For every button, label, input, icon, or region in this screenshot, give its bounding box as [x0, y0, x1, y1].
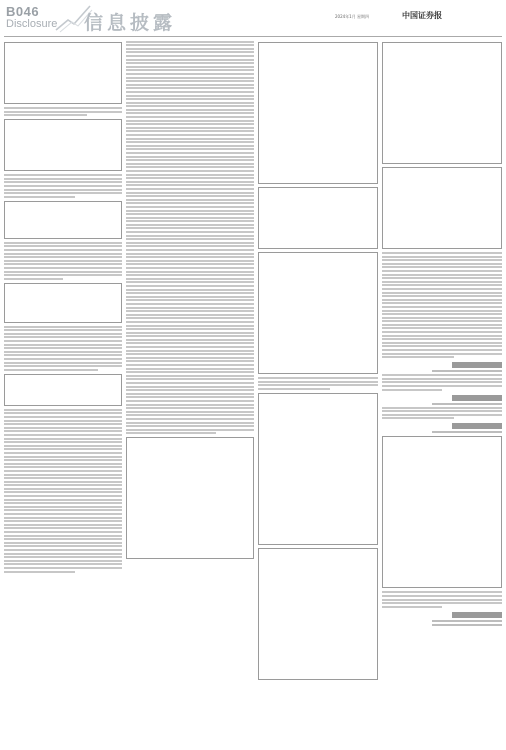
text-line	[126, 62, 254, 64]
text-line	[126, 335, 254, 337]
text-line	[382, 591, 502, 593]
table-block	[4, 201, 122, 239]
text-line	[382, 292, 502, 294]
text-line	[382, 324, 502, 326]
text-line	[126, 371, 254, 373]
text-line	[382, 256, 502, 258]
text-line	[4, 452, 122, 454]
text-line	[4, 329, 122, 331]
text-line	[4, 409, 122, 411]
text-line	[126, 141, 254, 143]
text-line	[4, 438, 122, 440]
text-line	[4, 107, 122, 109]
text-line	[126, 159, 254, 161]
text-line	[382, 335, 502, 337]
text-line	[4, 488, 122, 490]
text-line	[4, 553, 122, 555]
text-line	[126, 91, 254, 93]
text-line	[382, 270, 502, 272]
text-line	[4, 459, 122, 461]
text-line	[4, 242, 122, 244]
text-line	[382, 259, 502, 261]
text-line	[4, 531, 122, 533]
text-line	[126, 192, 254, 194]
text-line	[4, 420, 122, 422]
text-line	[126, 231, 254, 233]
text-line	[126, 217, 254, 219]
text-line	[4, 181, 122, 183]
text-line	[126, 317, 254, 319]
text-line	[4, 502, 122, 504]
section-name: Disclosure	[6, 18, 58, 30]
text-line	[382, 252, 502, 254]
text-line	[126, 256, 254, 258]
text-line	[126, 245, 254, 247]
text-line	[4, 466, 122, 468]
text-line	[4, 477, 122, 479]
text-line	[4, 441, 122, 443]
text-line	[126, 346, 254, 348]
text-line	[4, 263, 122, 265]
text-line	[126, 105, 254, 107]
signature-line	[432, 370, 502, 372]
text-line	[382, 414, 502, 416]
text-line	[382, 342, 502, 344]
text-line	[4, 509, 122, 511]
text-line	[126, 238, 254, 240]
table-block	[382, 42, 502, 164]
text-line	[126, 328, 254, 330]
text-line	[382, 295, 502, 297]
text-line	[4, 495, 122, 497]
text-line	[126, 404, 254, 406]
text-line	[126, 303, 254, 305]
page-header	[0, 0, 506, 36]
text-line	[258, 377, 378, 379]
text-line	[4, 351, 122, 353]
text-line	[382, 345, 502, 347]
text-line	[4, 340, 122, 342]
text-line	[382, 374, 502, 376]
text-line	[382, 389, 442, 391]
text-line	[126, 325, 254, 327]
text-line	[126, 429, 254, 431]
text-line	[382, 299, 502, 301]
text-line	[4, 185, 122, 187]
text-line	[126, 102, 254, 104]
text-line	[126, 307, 254, 309]
text-line	[4, 563, 122, 565]
text-line	[382, 595, 502, 597]
text-line	[126, 109, 254, 111]
text-line	[126, 289, 254, 291]
text-line	[4, 470, 122, 472]
text-line	[126, 73, 254, 75]
table-block	[126, 437, 254, 559]
text-line	[382, 288, 502, 290]
text-line	[382, 266, 502, 268]
table-block	[258, 187, 378, 249]
text-line	[126, 199, 254, 201]
text-line	[382, 281, 502, 283]
text-line	[4, 333, 122, 335]
text-line	[126, 112, 254, 114]
text-line	[126, 375, 254, 377]
text-line	[4, 463, 122, 465]
text-line	[4, 571, 75, 573]
table-block	[4, 119, 122, 171]
text-line	[382, 313, 502, 315]
text-line	[126, 152, 254, 154]
text-line	[382, 277, 502, 279]
text-line	[126, 364, 254, 366]
text-line	[126, 292, 254, 294]
text-line	[4, 556, 122, 558]
text-line	[4, 365, 122, 367]
text-line	[4, 354, 122, 356]
text-line	[4, 114, 87, 116]
signature-block	[452, 362, 502, 368]
text-line	[382, 338, 502, 340]
text-line	[258, 381, 378, 383]
text-line	[4, 474, 122, 476]
text-line	[126, 98, 254, 100]
text-line	[126, 181, 254, 183]
text-line	[126, 80, 254, 82]
text-line	[126, 418, 254, 420]
text-line	[126, 210, 254, 212]
text-line	[258, 388, 330, 390]
text-line	[126, 342, 254, 344]
text-line	[126, 120, 254, 122]
text-line	[4, 196, 75, 198]
text-line	[126, 220, 254, 222]
text-line	[126, 116, 254, 118]
text-line	[126, 350, 254, 352]
table-block	[258, 42, 378, 184]
text-line	[4, 520, 122, 522]
text-line	[4, 253, 122, 255]
text-line	[126, 138, 254, 140]
text-line	[4, 448, 122, 450]
text-line	[126, 123, 254, 125]
text-line	[4, 524, 122, 526]
table-block	[258, 548, 378, 680]
text-line	[126, 48, 254, 50]
text-line	[126, 195, 254, 197]
text-line	[126, 285, 254, 287]
text-line	[4, 549, 122, 551]
text-line	[126, 321, 254, 323]
text-line	[382, 302, 502, 304]
text-line	[126, 69, 254, 71]
text-line	[4, 416, 122, 418]
text-line	[382, 274, 502, 276]
text-line	[126, 130, 254, 132]
text-line	[382, 317, 502, 319]
text-line	[126, 314, 254, 316]
text-line	[4, 412, 122, 414]
text-line	[126, 87, 254, 89]
text-line	[4, 434, 122, 436]
text-line	[126, 267, 254, 269]
text-line	[126, 224, 254, 226]
text-line	[126, 263, 254, 265]
text-line	[126, 148, 254, 150]
text-line	[4, 513, 122, 515]
signature-block	[452, 423, 502, 429]
text-line	[126, 44, 254, 46]
text-line	[126, 368, 254, 370]
text-line	[4, 430, 122, 432]
newspaper-logo: 中国证券报	[402, 10, 442, 20]
text-line	[382, 356, 454, 358]
text-line	[126, 407, 254, 409]
signature-line	[432, 620, 502, 622]
text-line	[126, 296, 254, 298]
text-line	[126, 235, 254, 237]
text-line	[4, 369, 98, 371]
text-line	[126, 422, 254, 424]
signature-block	[452, 395, 502, 401]
table-block	[4, 374, 122, 406]
text-line	[4, 491, 122, 493]
text-line	[126, 299, 254, 301]
text-line	[126, 278, 254, 280]
text-line	[126, 332, 254, 334]
text-line	[382, 263, 502, 265]
text-line	[4, 278, 63, 280]
text-line	[4, 535, 122, 537]
text-line	[126, 206, 254, 208]
table-block	[4, 42, 122, 104]
text-line	[382, 284, 502, 286]
page-title: 信息披露	[84, 12, 177, 34]
text-line	[382, 327, 502, 329]
text-line	[4, 178, 122, 180]
text-line	[382, 310, 502, 312]
text-line	[4, 456, 122, 458]
table-block	[4, 283, 122, 323]
text-line	[126, 386, 254, 388]
text-line	[4, 358, 122, 360]
text-line	[4, 567, 122, 569]
text-line	[126, 95, 254, 97]
signature-line	[432, 431, 502, 433]
text-line	[126, 249, 254, 251]
text-line	[126, 271, 254, 273]
text-line	[126, 166, 254, 168]
text-line	[382, 306, 502, 308]
text-line	[382, 407, 502, 409]
text-line	[382, 331, 502, 333]
text-line	[126, 353, 254, 355]
table-block	[382, 167, 502, 249]
text-line	[126, 393, 254, 395]
issue-date: 2024年1月 星期四	[335, 14, 369, 19]
text-line	[126, 134, 254, 136]
text-line	[126, 378, 254, 380]
text-line	[126, 357, 254, 359]
text-line	[4, 336, 122, 338]
text-line	[4, 267, 122, 269]
text-line	[4, 274, 122, 276]
text-line	[382, 417, 454, 419]
text-line	[4, 506, 122, 508]
text-line	[126, 432, 216, 434]
column-2	[126, 39, 254, 562]
text-line	[4, 256, 122, 258]
text-line	[382, 320, 502, 322]
text-line	[258, 384, 378, 386]
text-line	[4, 560, 122, 562]
text-line	[126, 360, 254, 362]
page-code: B046	[6, 4, 40, 19]
text-line	[126, 77, 254, 79]
text-line	[126, 188, 254, 190]
text-line	[4, 192, 122, 194]
text-line	[4, 484, 122, 486]
text-line	[4, 111, 122, 113]
text-line	[4, 326, 122, 328]
text-line	[4, 245, 122, 247]
text-line	[382, 602, 502, 604]
text-line	[4, 499, 122, 501]
text-line	[126, 389, 254, 391]
text-line	[126, 66, 254, 68]
text-line	[382, 349, 502, 351]
text-line	[126, 51, 254, 53]
column-1	[4, 39, 122, 574]
text-line	[4, 174, 122, 176]
signature-line	[432, 624, 502, 626]
text-line	[126, 242, 254, 244]
text-line	[126, 163, 254, 165]
text-line	[382, 410, 502, 412]
text-line	[4, 481, 122, 483]
text-line	[126, 260, 254, 262]
text-line	[126, 202, 254, 204]
text-line	[126, 400, 254, 402]
text-line	[4, 527, 122, 529]
text-line	[382, 599, 502, 601]
text-line	[4, 260, 122, 262]
text-line	[126, 396, 254, 398]
table-block	[382, 436, 502, 588]
text-line	[126, 184, 254, 186]
text-line	[126, 156, 254, 158]
text-line	[126, 339, 254, 341]
text-line	[126, 177, 254, 179]
text-line	[4, 347, 122, 349]
column-4	[382, 39, 502, 628]
text-line	[126, 145, 254, 147]
text-line	[126, 281, 254, 283]
text-line	[126, 310, 254, 312]
text-line	[126, 414, 254, 416]
text-line	[4, 542, 122, 544]
signature-line	[432, 403, 502, 405]
text-line	[4, 517, 122, 519]
text-line	[4, 362, 122, 364]
text-line	[4, 249, 122, 251]
text-line	[382, 353, 502, 355]
text-line	[4, 445, 122, 447]
text-line	[126, 425, 254, 427]
text-line	[4, 538, 122, 540]
text-line	[4, 271, 122, 273]
text-line	[382, 381, 502, 383]
text-line	[4, 423, 122, 425]
text-line	[126, 213, 254, 215]
table-block	[258, 252, 378, 374]
text-line	[126, 170, 254, 172]
text-line	[382, 385, 502, 387]
text-line	[126, 174, 254, 176]
text-line	[382, 378, 502, 380]
text-line	[126, 41, 254, 43]
text-line	[126, 84, 254, 86]
signature-block	[452, 612, 502, 618]
text-line	[126, 382, 254, 384]
text-line	[126, 253, 254, 255]
text-line	[126, 227, 254, 229]
text-line	[126, 411, 254, 413]
text-line	[4, 427, 122, 429]
text-line	[4, 344, 122, 346]
text-line	[126, 274, 254, 276]
column-3	[258, 39, 378, 683]
text-line	[4, 189, 122, 191]
table-block	[258, 393, 378, 545]
header-rule	[4, 36, 502, 37]
text-line	[4, 545, 122, 547]
text-line	[126, 59, 254, 61]
text-line	[126, 127, 254, 129]
text-line	[382, 606, 442, 608]
text-line	[126, 55, 254, 57]
